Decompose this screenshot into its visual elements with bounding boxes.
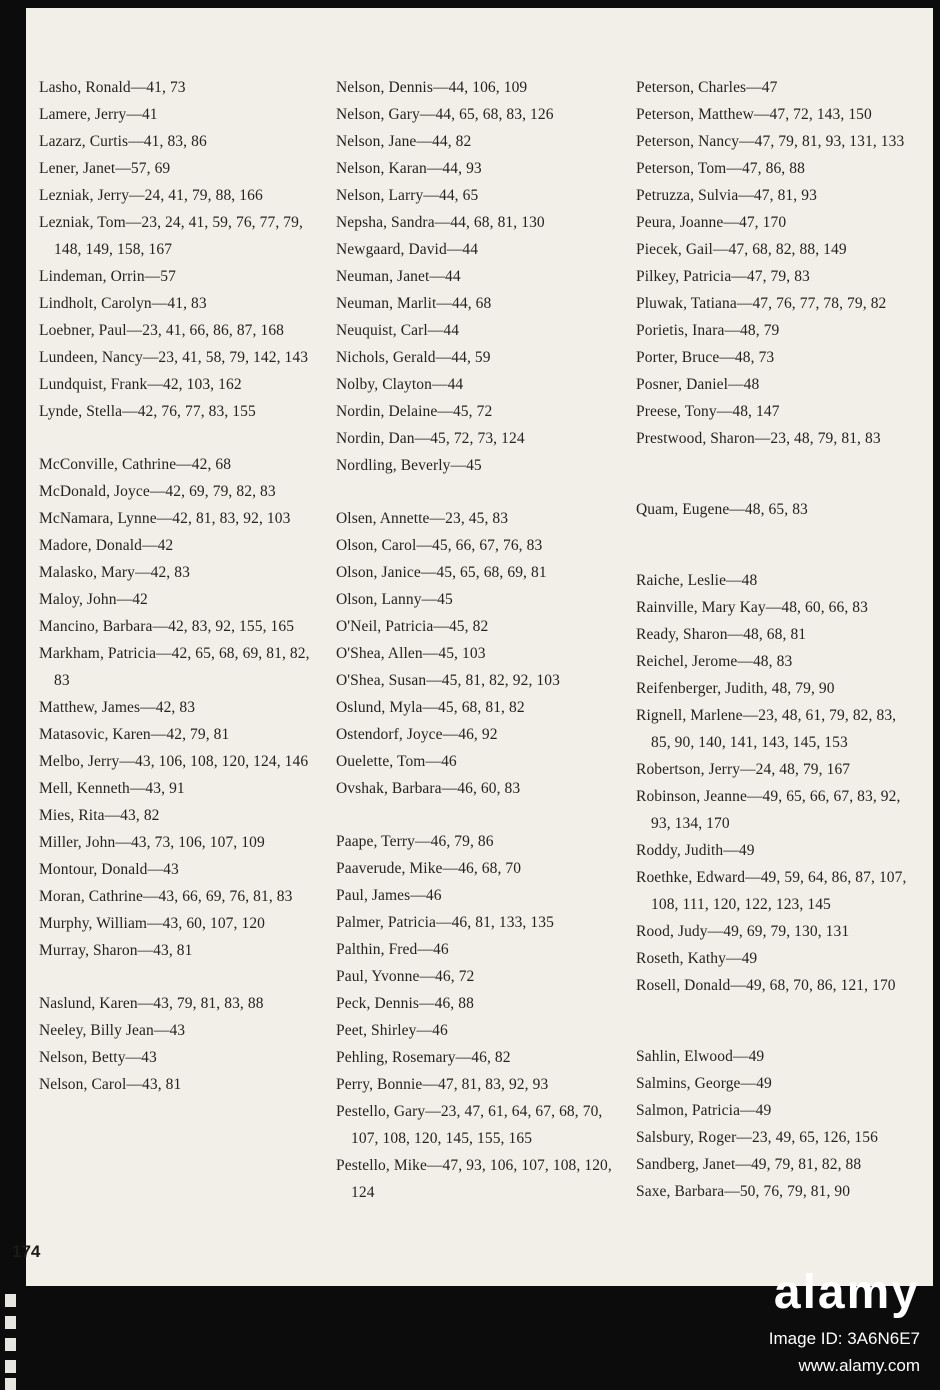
index-page <box>12 8 933 1286</box>
index-entry: Nelson, Gary—44, 65, 68, 83, 126 <box>336 106 554 123</box>
film-strip <box>0 0 26 1390</box>
index-entry: Prestwood, Sharon—23, 48, 79, 81, 83 <box>636 430 881 447</box>
index-entry: Sahlin, Elwood—49 <box>636 1048 765 1065</box>
index-entry: Neuman, Janet—44 <box>336 268 461 285</box>
index-entry: Miller, John—43, 73, 106, 107, 109 <box>39 834 265 851</box>
index-group <box>336 828 614 1206</box>
index-entry: Posner, Daniel—48 <box>636 376 760 393</box>
index-entry: Palmer, Patricia—46, 81, 133, 135 <box>336 914 554 931</box>
index-entry: Neeley, Billy Jean—43 <box>39 1022 186 1039</box>
index-entry: Nelson, Karan—44, 93 <box>336 160 482 177</box>
index-entry: McNamara, Lynne—42, 81, 83, 92, 103 <box>39 510 291 527</box>
index-entry: Lamere, Jerry—41 <box>39 106 158 123</box>
index-entry: Rainville, Mary Kay—48, 60, 66, 83 <box>636 599 868 616</box>
index-entry: Peterson, Tom—47, 86, 88 <box>636 160 805 177</box>
index-entry: Piecek, Gail—47, 68, 82, 88, 149 <box>636 241 847 258</box>
index-entry: Saxe, Barbara—50, 76, 79, 81, 90 <box>636 1183 851 1200</box>
index-entry: Roddy, Judith—49 <box>636 842 755 859</box>
film-sprocket-mark <box>5 1338 16 1351</box>
index-entry: Lezniak, Jerry—24, 41, 79, 88, 166 <box>39 187 263 204</box>
index-group <box>39 451 314 964</box>
index-entry: Olson, Janice—45, 65, 68, 69, 81 <box>336 564 547 581</box>
index-entry: Paul, James—46 <box>336 887 442 904</box>
index-entry: Naslund, Karen—43, 79, 81, 83, 88 <box>39 995 264 1012</box>
index-entry: Porter, Bruce—48, 73 <box>636 349 775 366</box>
index-entry: Sandberg, Janet—49, 79, 81, 82, 88 <box>636 1156 862 1173</box>
index-entry: Moran, Cathrine—43, 66, 69, 76, 81, 83 <box>39 888 293 905</box>
index-entry: Peterson, Charles—47 <box>636 79 778 96</box>
index-entry: Mies, Rita—43, 82 <box>39 807 160 824</box>
index-entry: Paape, Terry—46, 79, 86 <box>336 833 494 850</box>
alamy-logo: alamy <box>773 1266 920 1319</box>
index-entry: Lindholt, Carolyn—41, 83 <box>39 295 207 312</box>
film-sprocket-mark <box>5 1294 16 1307</box>
index-entry: Ovshak, Barbara—46, 60, 83 <box>336 780 521 797</box>
index-entry: Peura, Joanne—47, 170 <box>636 214 787 231</box>
index-entry: Roethke, Edward—49, 59, 64, 86, 87, 107, 108, 111, 120, 122, 123, 145 <box>636 869 907 913</box>
index-entry: Raiche, Leslie—48 <box>636 572 758 589</box>
index-entry: McDonald, Joyce—42, 69, 79, 82, 83 <box>39 483 276 500</box>
index-entry: Pluwak, Tatiana—47, 76, 77, 78, 79, 82 <box>636 295 887 312</box>
alamy-url-text: www.alamy.com <box>798 1356 920 1375</box>
index-entry: Reichel, Jerome—48, 83 <box>636 653 793 670</box>
watermark-bar <box>768 1266 920 1376</box>
index-entry: Rosell, Donald—49, 68, 70, 86, 121, 170 <box>636 977 896 994</box>
index-entry: O'Neil, Patricia—45, 82 <box>336 618 489 635</box>
index-entry: Robinson, Jeanne—49, 65, 66, 67, 83, 92, 93, 134, 170 <box>636 788 901 832</box>
index-group <box>336 505 614 802</box>
index-entry: Nordling, Beverly—45 <box>336 457 482 474</box>
index-entry: Olson, Lanny—45 <box>336 591 453 608</box>
index-entry: Montour, Donald—43 <box>39 861 179 878</box>
index-group <box>39 990 314 1098</box>
index-entry: O'Shea, Allen—45, 103 <box>336 645 486 662</box>
index-entry: McConville, Cathrine—42, 68 <box>39 456 232 473</box>
index-entry: Oslund, Myla—45, 68, 81, 82 <box>336 699 525 716</box>
index-entry: Porietis, Inara—48, 79 <box>636 322 780 339</box>
index-entry: Mancino, Barbara—42, 83, 92, 155, 165 <box>39 618 295 635</box>
image-id-text: Image ID: 3A6N6E7 <box>768 1329 920 1348</box>
index-entry: Robertson, Jerry—24, 48, 79, 167 <box>636 761 851 778</box>
index-entry: Nordin, Dan—45, 72, 73, 124 <box>336 430 525 447</box>
index-entry: Lezniak, Tom—23, 24, 41, 59, 76, 77, 79, 148, 149, 158, 167 <box>39 214 303 258</box>
index-entry: Peet, Shirley—46 <box>336 1022 448 1039</box>
index-group <box>636 1043 915 1205</box>
index-entry: Mell, Kenneth—43, 91 <box>39 780 185 797</box>
index-entry: Neuman, Marlit—44, 68 <box>336 295 492 312</box>
index-entry: Pehling, Rosemary—46, 82 <box>336 1049 511 1066</box>
index-entry: Lundeen, Nancy—23, 41, 58, 79, 142, 143 <box>39 349 309 366</box>
index-entry: Petruzza, Sulvia—47, 81, 93 <box>636 187 817 204</box>
index-entry: Nordin, Delaine—45, 72 <box>336 403 493 420</box>
index-entry: O'Shea, Susan—45, 81, 82, 92, 103 <box>336 672 560 689</box>
index-entry: Lener, Janet—57, 69 <box>39 160 171 177</box>
index-entry: Ready, Sharon—48, 68, 81 <box>636 626 807 643</box>
index-entry: Madore, Donald—42 <box>39 537 174 554</box>
index-entry: Pestello, Gary—23, 47, 61, 64, 67, 68, 70, 107, 108, 120, 145, 155, 165 <box>336 1103 603 1147</box>
index-entry: Murray, Sharon—43, 81 <box>39 942 193 959</box>
index-group <box>39 74 314 425</box>
index-entry: Salmins, George—49 <box>636 1075 772 1092</box>
index-entry: Nelson, Dennis—44, 106, 109 <box>336 79 528 96</box>
index-entry: Matasovic, Karen—42, 79, 81 <box>39 726 230 743</box>
page-number: 174 <box>12 1242 41 1261</box>
index-column-2 <box>336 74 636 1206</box>
index-entry: Lynde, Stella—42, 76, 77, 83, 155 <box>39 403 256 420</box>
index-entry: Lasho, Ronald—41, 73 <box>39 79 186 96</box>
index-entry: Malasko, Mary—42, 83 <box>39 564 190 581</box>
index-entry: Peterson, Nancy—47, 79, 81, 93, 131, 133 <box>636 133 905 150</box>
index-entry: Perry, Bonnie—47, 81, 83, 92, 93 <box>336 1076 549 1093</box>
index-entry: Murphy, William—43, 60, 107, 120 <box>39 915 266 932</box>
index-columns <box>39 74 921 1206</box>
index-entry: Ostendorf, Joyce—46, 92 <box>336 726 498 743</box>
index-entry: Peterson, Matthew—47, 72, 143, 150 <box>636 106 872 123</box>
index-entry: Newgaard, David—44 <box>336 241 479 258</box>
index-entry: Lindeman, Orrin—57 <box>39 268 176 285</box>
index-entry: Reifenberger, Judith, 48, 79, 90 <box>636 680 835 697</box>
film-sprocket-mark <box>5 1316 16 1329</box>
index-group <box>636 496 915 523</box>
index-entry: Lazarz, Curtis—41, 83, 86 <box>39 133 207 150</box>
index-entry: Neuquist, Carl—44 <box>336 322 460 339</box>
film-sprocket-mark <box>5 1378 16 1390</box>
index-entry: Nelson, Betty—43 <box>39 1049 157 1066</box>
index-entry: Maloy, John—42 <box>39 591 148 608</box>
index-entry: Nelson, Jane—44, 82 <box>336 133 472 150</box>
index-entry: Loebner, Paul—23, 41, 66, 86, 87, 168 <box>39 322 285 339</box>
index-entry: Palthin, Fred—46 <box>336 941 449 958</box>
index-entry: Paul, Yvonne—46, 72 <box>336 968 475 985</box>
index-entry: Melbo, Jerry—43, 106, 108, 120, 124, 146 <box>39 753 309 770</box>
index-entry: Nelson, Carol—43, 81 <box>39 1076 182 1093</box>
index-entry: Rignell, Marlene—23, 48, 61, 79, 82, 83, 85, 90, 140, 141, 143, 145, 153 <box>636 707 897 751</box>
index-entry: Preese, Tony—48, 147 <box>636 403 780 420</box>
index-entry: Olsen, Annette—23, 45, 83 <box>336 510 509 527</box>
index-entry: Markham, Patricia—42, 65, 68, 69, 81, 82, 83 <box>39 645 310 689</box>
index-entry: Nepsha, Sandra—44, 68, 81, 130 <box>336 214 545 231</box>
index-group <box>636 567 915 999</box>
index-column-3 <box>636 74 921 1206</box>
index-entry: Roseth, Kathy—49 <box>636 950 758 967</box>
index-entry: Nelson, Larry—44, 65 <box>336 187 479 204</box>
index-entry: Pilkey, Patricia—47, 79, 83 <box>636 268 810 285</box>
index-entry: Quam, Eugene—48, 65, 83 <box>636 501 808 518</box>
index-entry: Olson, Carol—45, 66, 67, 76, 83 <box>336 537 543 554</box>
index-entry: Salmon, Patricia—49 <box>636 1102 772 1119</box>
index-entry: Salsbury, Roger—23, 49, 65, 126, 156 <box>636 1129 878 1146</box>
index-entry: Pestello, Mike—47, 93, 106, 107, 108, 120, 124 <box>336 1157 612 1201</box>
index-column-1 <box>39 74 336 1206</box>
index-group <box>336 74 614 479</box>
index-entry: Lundquist, Frank—42, 103, 162 <box>39 376 242 393</box>
index-entry: Nichols, Gerald—44, 59 <box>336 349 491 366</box>
index-entry: Rood, Judy—49, 69, 79, 130, 131 <box>636 923 850 940</box>
index-entry: Ouelette, Tom—46 <box>336 753 457 770</box>
film-sprocket-mark <box>5 1360 16 1373</box>
index-entry: Peck, Dennis—46, 88 <box>336 995 474 1012</box>
index-entry: Nolby, Clayton—44 <box>336 376 464 393</box>
index-entry: Matthew, James—42, 83 <box>39 699 196 716</box>
index-entry: Paaverude, Mike—46, 68, 70 <box>336 860 522 877</box>
index-group <box>636 74 915 452</box>
